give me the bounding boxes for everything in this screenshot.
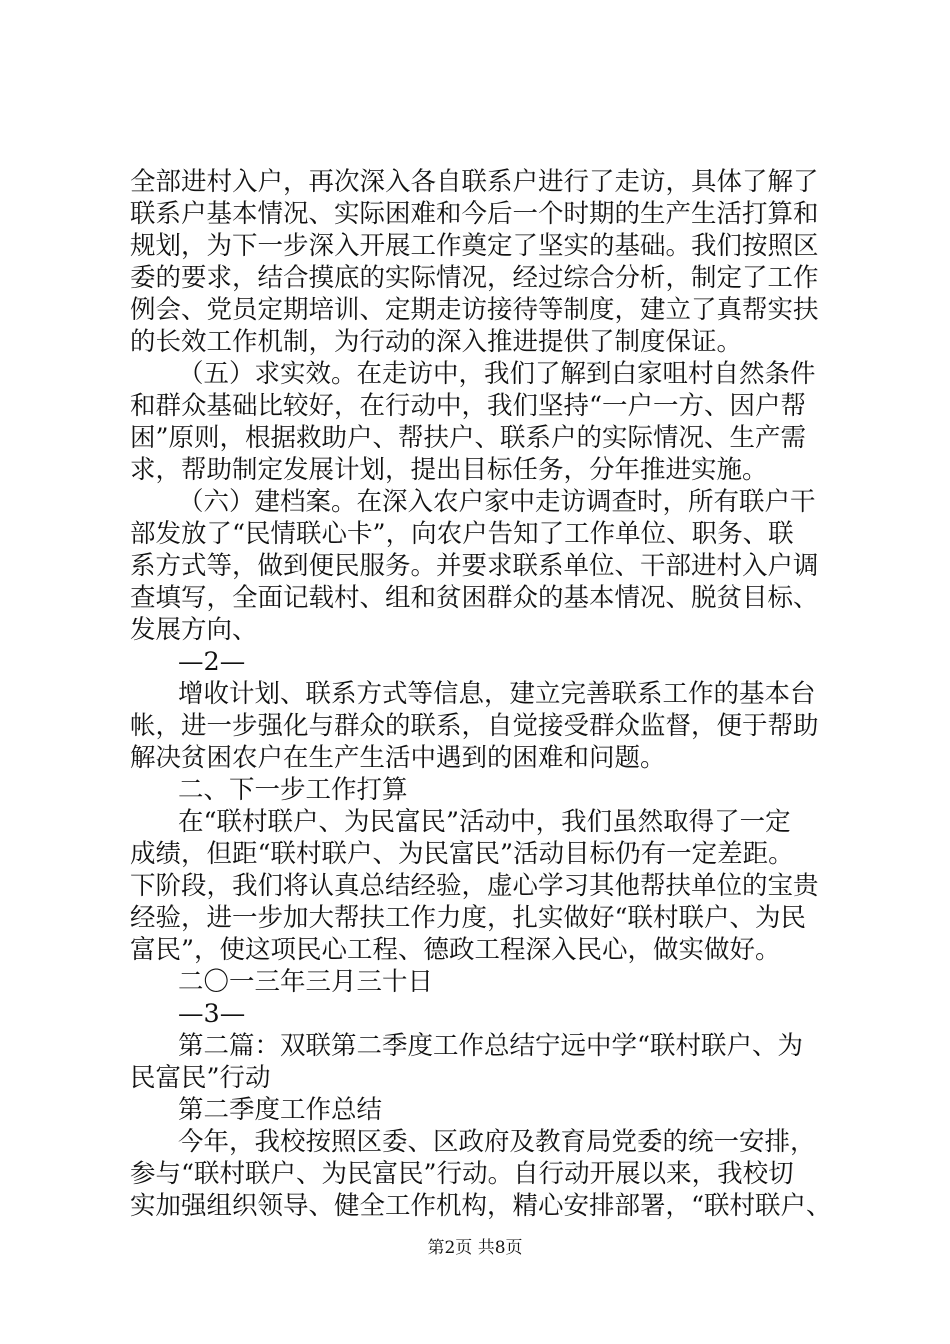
text-line: 系方式等，做到便民服务。并要求联系单位、干部进村入户调	[130, 551, 819, 581]
text-line: 下阶段，我们将认真总结经验，虚心学习其他帮扶单位的宝贵	[130, 871, 819, 901]
article-title: 民富民”行动	[130, 1063, 271, 1093]
text-line: 增收计划、联系方式等信息，建立完善联系工作的基本台	[178, 679, 816, 709]
text-line: 帐，进一步强化与群众的联系，自觉接受群众监督，便于帮助	[130, 711, 819, 741]
page-marker: —3—	[178, 999, 246, 1029]
text-line: 成绩，但距“联村联户、为民富民”活动目标仍有一定差距。	[130, 839, 794, 869]
text-line: （六）建档案。在深入农户家中走访调查时，所有联户干	[178, 487, 816, 517]
section-heading: 二、下一步工作打算	[178, 775, 408, 805]
text-line: 的长效工作机制，为行动的深入推进提供了制度保证。	[130, 327, 743, 357]
document-body	[130, 166, 840, 1222]
text-line: 实加强组织领导、健全工作机构，精心安排部署，“联村联户、	[130, 1191, 832, 1221]
text-line: 今年，我校按照区委、区政府及教育局党委的统一安排，	[178, 1127, 816, 1157]
text-line: 求，帮助制定发展计划，提出目标任务，分年推进实施。	[130, 455, 768, 485]
text-line: 部发放了“民情联心卡”，向农户告知了工作单位、职务、联	[130, 519, 794, 549]
text-line: 参与“联村联户、为民富民”行动。自行动开展以来，我校切	[130, 1159, 794, 1189]
text-line: 经验，进一步加大帮扶工作力度，扎实做好“联村联户、为民	[130, 903, 807, 933]
text-line: 例会、党员定期培训、定期走访接待等制度，建立了真帮实扶	[130, 295, 819, 325]
text-line: 联系户基本情况、实际困难和今后一个时期的生产生活打算和	[130, 199, 819, 229]
text-line: 全部进村入户，再次深入各自联系户进行了走访，具体了解了	[130, 167, 819, 197]
document-date: 二〇一三年三月三十日	[178, 967, 434, 997]
page-marker: —2—	[178, 647, 246, 677]
page-footer: 第2页 共8页	[427, 1238, 523, 1258]
article-title: 第二篇：双联第二季度工作总结宁远中学“联村联户、为	[178, 1031, 804, 1061]
text-line: 发展方向、	[130, 615, 258, 645]
text-line: 富民”，使这项民心工程、德政工程深入民心，做实做好。	[130, 935, 781, 965]
text-line: 在“联村联户、为民富民”活动中，我们虽然取得了一定	[178, 807, 791, 837]
text-line: 困”原则，根据救助户、帮扶户、联系户的实际情况、生产需	[130, 423, 807, 453]
text-line: 规划，为下一步深入开展工作奠定了坚实的基础。我们按照区	[130, 231, 819, 261]
section-heading: 第二季度工作总结	[178, 1095, 383, 1125]
text-line: 查填写，全面记载村、组和贫困群众的基本情况、脱贫目标、	[130, 583, 819, 613]
text-line: 和群众基础比较好，在行动中，我们坚持“一户一方、因户帮	[130, 391, 807, 421]
text-line: 委的要求，结合摸底的实际情况，经过综合分析，制定了工作	[130, 263, 819, 293]
text-line: 解决贫困农户在生产生活中遇到的困难和问题。	[130, 743, 666, 773]
text-line: （五）求实效。在走访中，我们了解到白家咀村自然条件	[178, 359, 816, 389]
